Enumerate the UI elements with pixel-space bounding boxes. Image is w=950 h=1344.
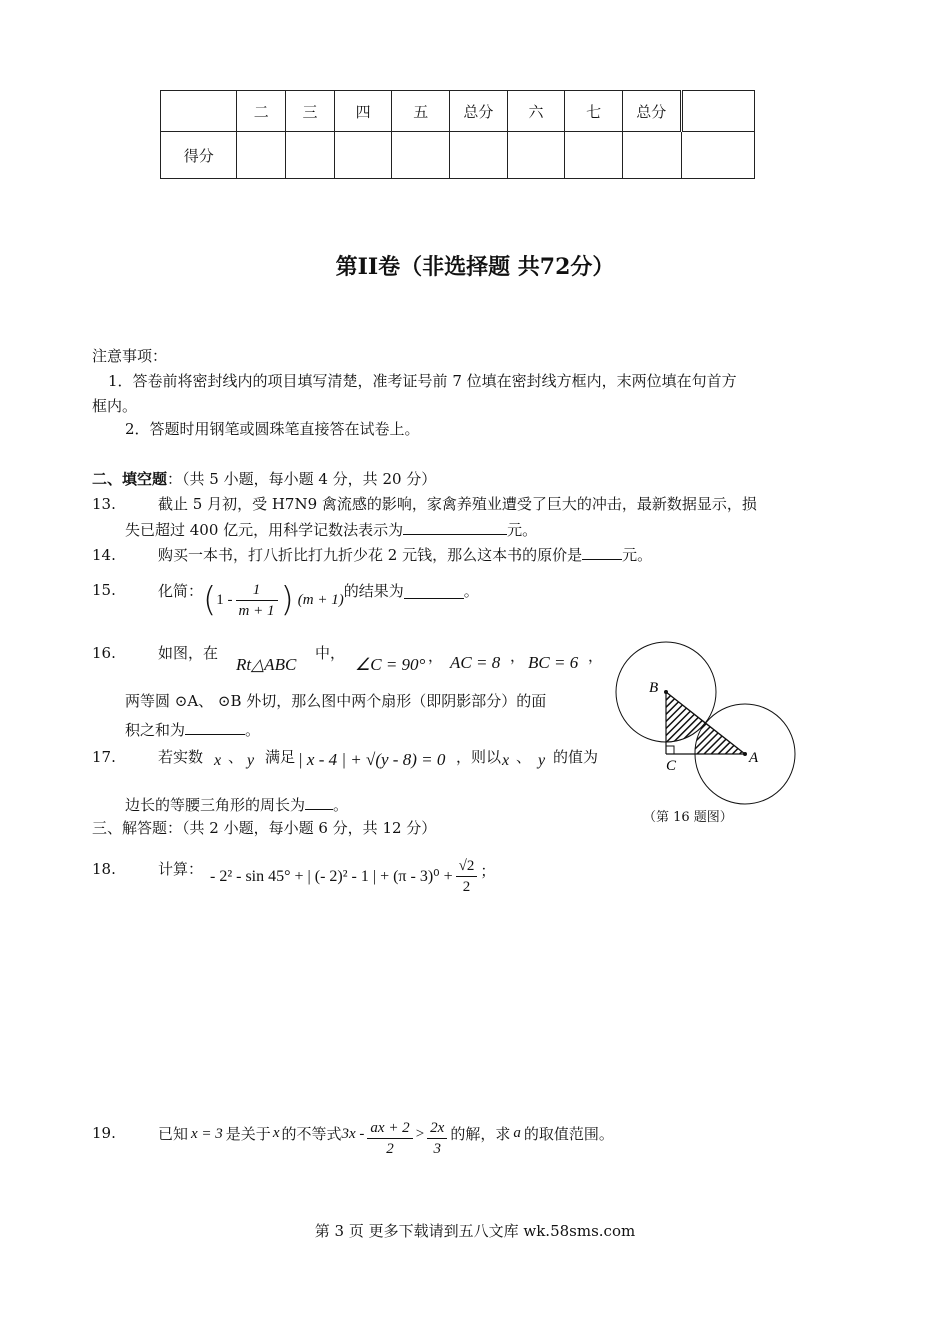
question-19-text-b: 是关于 (225, 1124, 271, 1143)
score-header-cell: 四 (334, 91, 392, 132)
question-14-text: 购买一本书，打八折比打九折少花 2 元钱，那么这本书的原价是 (158, 546, 583, 564)
question-16-angle: ∠C = 90° (355, 655, 426, 674)
fraction-numerator: √2 (456, 856, 478, 877)
point-a (743, 752, 747, 756)
comma: ， (428, 647, 444, 665)
answer-blank-15[interactable] (404, 582, 464, 599)
label-c: C (666, 758, 677, 774)
fraction-numerator: ax + 2 (367, 1118, 412, 1139)
right-angle-mark (666, 746, 674, 754)
page-footer: 第 3 页 更多下载请到五八文库 wk.58sms.com (314, 1222, 636, 1240)
question-18-head (92, 858, 203, 879)
label-b: B (649, 680, 659, 696)
score-header-cell: 总分 (450, 91, 508, 132)
question-17-var-x-2: x (502, 752, 510, 769)
question-19-a-var: a (513, 1124, 521, 1141)
section-3-heading (92, 817, 436, 838)
question-16-end: 。 (245, 721, 261, 739)
left-paren-icon: ( (203, 580, 217, 620)
question-16-line-2: 两等圆 ⊙A、 ⊙B 外切，那么图中两个扇形（即阴影部分）的面 (125, 692, 547, 710)
score-cell[interactable] (334, 132, 392, 179)
page-title: 第II卷（非选择题 共72分） (335, 254, 615, 280)
fraction-denominator: 2 (462, 878, 471, 895)
question-19-number: 19. (92, 1124, 116, 1142)
fraction-numerator: 1 (236, 580, 278, 601)
question-17-sep-2: 、 (516, 748, 532, 766)
question-15-prefix: 化简： (158, 581, 204, 600)
notes-item-1-line-1: 1．答卷前将密封线内的项目填写清楚，准考证号前 7 位填在密封线方框内，末两位填在句首方 (108, 372, 737, 390)
score-row-label: 得分 (161, 132, 237, 179)
question-13-text-2: 失已超过 400 亿元，用科学记数法表示为 (125, 521, 404, 539)
section-2-heading (92, 468, 436, 489)
score-header-cell: 二 (237, 91, 286, 132)
score-table (160, 90, 755, 179)
fraction-denominator: m + 1 (238, 602, 275, 619)
question-17-text-2: 边长的等腰三角形的周长为 (125, 796, 306, 814)
question-14-unit: 元。 (622, 546, 653, 564)
question-13-number: 13. (92, 495, 116, 513)
question-17-var-y: y (247, 752, 255, 769)
score-header-cell (681, 91, 754, 132)
fraction-denominator: 3 (433, 1140, 441, 1157)
question-17-var-x: x (214, 752, 222, 769)
score-cell[interactable] (622, 132, 681, 179)
answer-blank-16[interactable] (185, 718, 245, 735)
question-14-number: 14. (92, 546, 116, 564)
question-13-line-2 (125, 518, 537, 540)
question-14 (92, 543, 652, 565)
score-header-cell (161, 91, 237, 132)
question-17-equation: | x - 4 | + √(y - 8) = 0 (298, 750, 446, 769)
question-17-text-b: 满足 (265, 748, 296, 766)
question-17-sep: 、 (228, 748, 244, 766)
question-18-end: ； (480, 861, 496, 880)
question-17-line-2 (125, 793, 348, 815)
question-19 (92, 1112, 614, 1164)
question-13-unit: 元。 (507, 521, 538, 539)
question-17-var-y-2: y (538, 752, 546, 769)
question-16-text-a: 如图，在 (158, 644, 219, 662)
score-cell[interactable] (565, 132, 623, 179)
comma: ， (510, 647, 526, 665)
question-16-triangle: Rt△ABC (236, 655, 297, 674)
answer-blank-13[interactable] (403, 518, 507, 535)
score-header-cell: 三 (286, 91, 335, 132)
point-b (664, 690, 668, 694)
question-19-text-d: 的解，求 (450, 1124, 511, 1143)
notes-item-2: 2．答题时用钢笔或圆珠笔直接答在试卷上。 (125, 420, 420, 438)
question-19-gt: > (415, 1125, 425, 1142)
question-15-end: 。 (463, 581, 479, 600)
figure-16 (612, 640, 802, 830)
question-18-fraction (456, 856, 478, 897)
score-header-cell: 六 (507, 91, 565, 132)
question-17-text-d: 的值为 (553, 748, 599, 766)
question-19-fraction-1 (367, 1118, 412, 1159)
question-16-text-b: 中， (315, 644, 346, 662)
score-header-cell: 总分 (622, 91, 681, 132)
section-2-info: ：（共 5 小题，每小题 4 分，共 20 分） (167, 470, 437, 488)
question-15-factor: (m + 1) (297, 591, 344, 608)
question-15-one: 1 - (216, 591, 233, 608)
score-table-header-row (161, 91, 755, 132)
question-19-text-a: 已知 (158, 1124, 189, 1143)
score-header-cell: 七 (565, 91, 623, 132)
section-2-label: 二、填空题 (92, 470, 168, 488)
score-cell[interactable] (507, 132, 565, 179)
question-16-line-3 (125, 718, 260, 740)
section-3-info: ：（共 2 小题，每小题 6 分，共 12 分） (167, 819, 437, 837)
comma: ， (588, 647, 604, 665)
score-cell[interactable] (237, 132, 286, 179)
question-18-expr: - 2² - sin 45° + | (- 2)² - 1 | + (π - 3)⁰ + (210, 868, 453, 885)
notes-item-1-line-2: 框内。 (92, 397, 138, 415)
score-cell[interactable] (286, 132, 335, 179)
label-a: A (749, 750, 759, 766)
question-15-fraction (236, 580, 278, 621)
question-19-text-c: 的不等式 (281, 1124, 342, 1143)
question-17-line-1 (92, 746, 203, 767)
question-15-suffix: 的结果为 (343, 581, 404, 600)
section-3-label: 三、解答题 (92, 819, 168, 837)
question-19-text-e: 的取值范围。 (523, 1124, 614, 1143)
question-18-number: 18. (92, 860, 116, 878)
question-17-end: 。 (333, 796, 349, 814)
notes-heading: 注意事项： (92, 347, 168, 365)
question-17-text-a: 若实数 (158, 748, 204, 766)
question-18-prefix: 计算： (158, 860, 204, 878)
score-cell[interactable] (681, 132, 754, 179)
score-cell[interactable] (450, 132, 508, 179)
question-13-line-1 (92, 493, 757, 514)
right-paren-icon: ) (280, 580, 294, 620)
question-15-number: 15. (92, 581, 116, 599)
fraction-numerator: 2x (427, 1118, 447, 1139)
question-17-number: 17. (92, 748, 116, 766)
question-16-text-3: 积之和为 (125, 721, 186, 739)
question-19-var: x (272, 1124, 280, 1141)
score-table-score-row (161, 132, 755, 179)
question-16-ac: AC = 8 (450, 653, 501, 672)
score-cell[interactable] (392, 132, 450, 179)
score-header-cell: 五 (392, 91, 450, 132)
answer-blank-14[interactable] (582, 543, 622, 560)
question-18-expression (210, 850, 495, 902)
sector-a (695, 723, 745, 754)
fraction-denominator: 2 (386, 1140, 394, 1157)
question-19-lhs: 3x - (341, 1125, 365, 1142)
question-19-fraction-2 (427, 1118, 447, 1159)
question-17-text-c: ，则以 (456, 748, 502, 766)
figure-16-caption: （第 16 题图） (643, 810, 733, 825)
answer-blank-17[interactable] (305, 793, 333, 810)
question-13-text: 截止 5 月初，受 H7N9 禽流感的影响，家禽养殖业遭受了巨大的冲击，最新数据显示，损 (158, 495, 757, 513)
question-15 (92, 575, 479, 625)
question-16-bc: BC = 6 (528, 653, 579, 672)
question-16-number: 16. (92, 644, 116, 662)
question-19-condition: x = 3 (191, 1125, 223, 1142)
question-16-line-1 (92, 642, 218, 663)
